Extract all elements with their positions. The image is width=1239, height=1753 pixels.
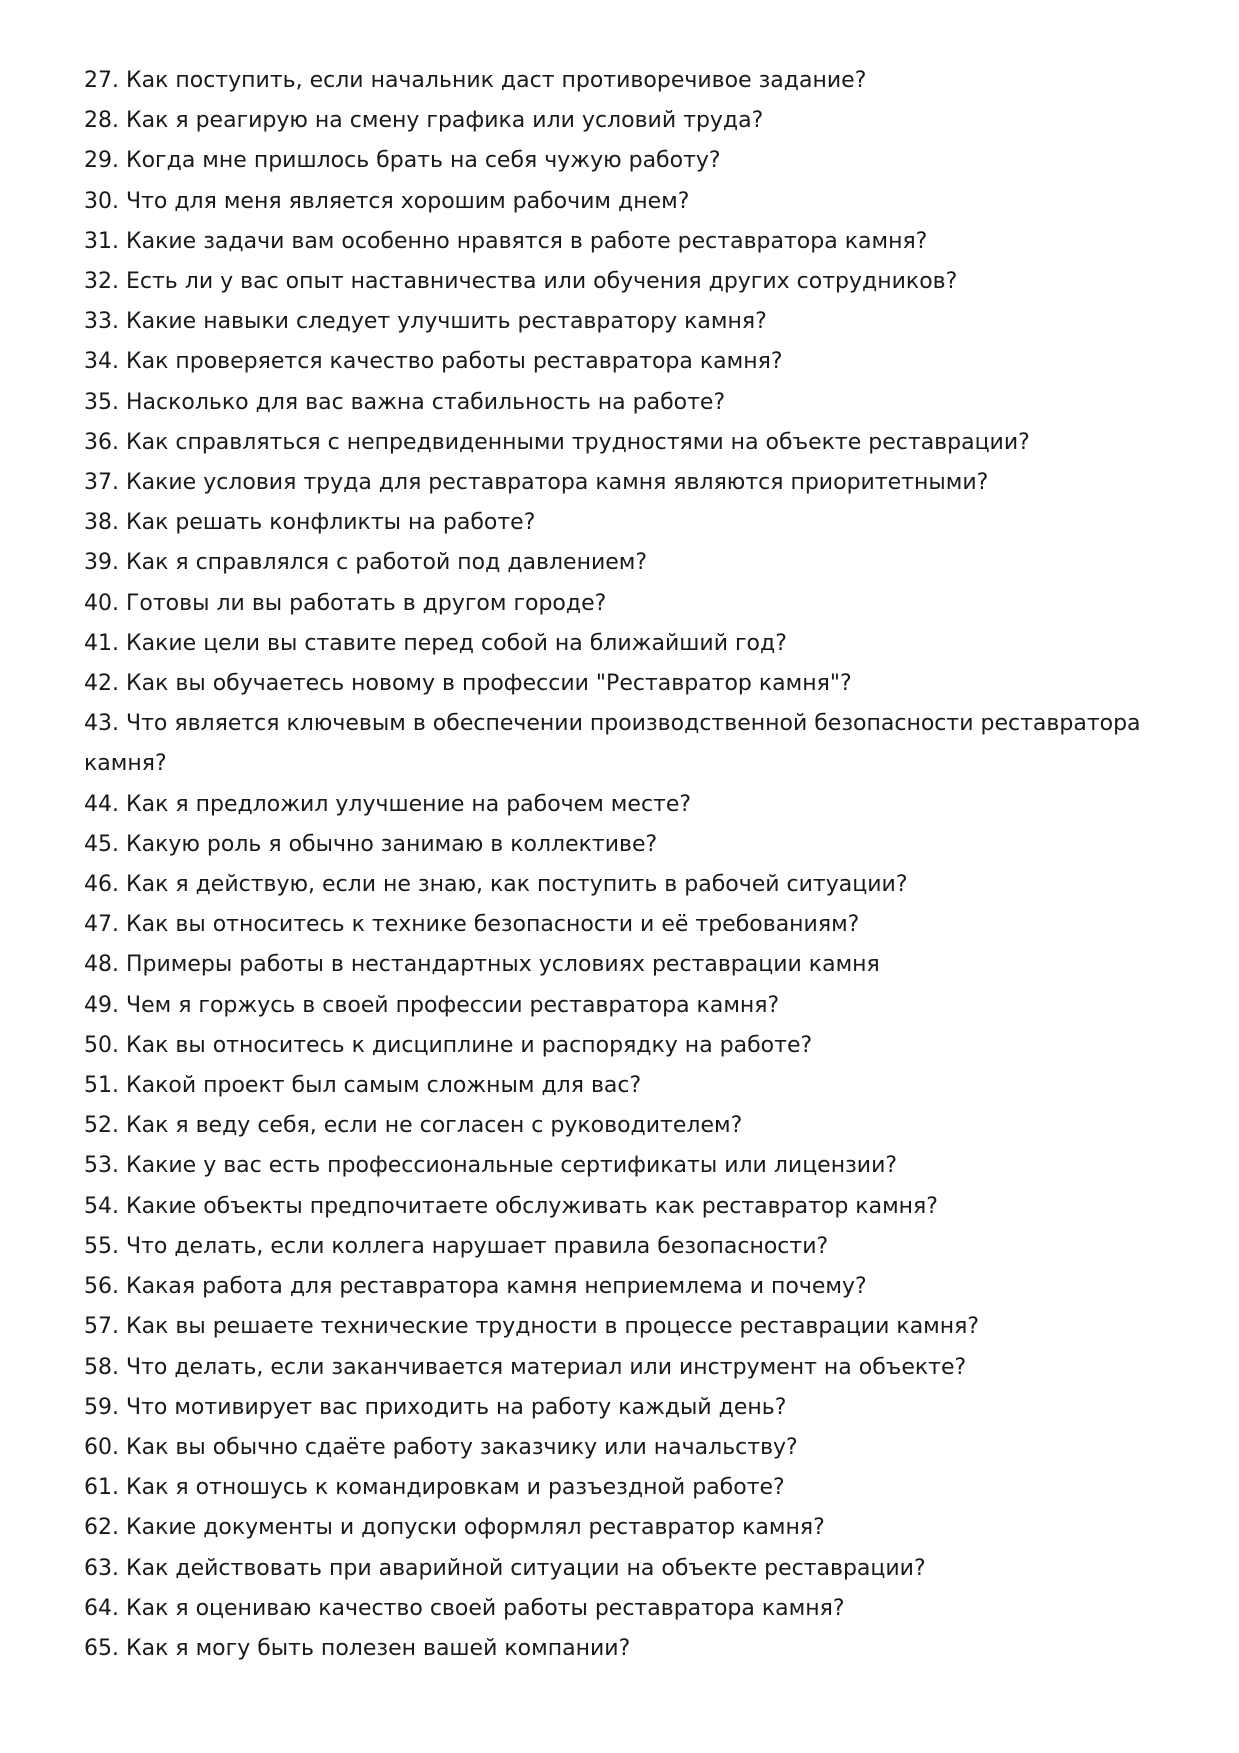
question-item: 56. Какая работа для реставратора камня неприемлема и почему? (84, 1274, 867, 1300)
question-item: 31. Какие задачи вам особенно нравятся в работе реставратора камня? (84, 228, 928, 254)
question-item: 36. Как справляться с непредвиденными трудностями на объекте реставрации? (84, 429, 1030, 455)
question-item: 42. Как вы обучаетесь новому в профессии "Реставратор камня"? (84, 671, 852, 697)
question-item: 55. Что делать, если коллега нарушает правила безопасности? (84, 1233, 829, 1259)
question-item: 53. Какие у вас есть профессиональные сертификаты или лицензии? (84, 1153, 898, 1179)
question-item: 52. Как я веду себя, если не согласен с руководителем? (84, 1113, 743, 1139)
question-item: 33. Какие навыки следует улучшить реставратору камня? (84, 309, 767, 335)
question-item: 28. Как я реагирую на смену графика или условий труда? (84, 108, 764, 134)
question-item: 62. Какие документы и допуски оформлял реставратор камня? (84, 1515, 825, 1541)
question-item: 39. Как я справлялся с работой под давлением? (84, 550, 648, 576)
question-item: 46. Как я действую, если не знаю, как поступить в рабочей ситуации? (84, 872, 908, 898)
question-item: 41. Какие цели вы ставите перед собой на ближайший год? (84, 630, 787, 656)
question-item: 54. Какие объекты предпочитаете обслуживать как реставратор камня? (84, 1193, 938, 1219)
question-item: 65. Как я могу быть полезен вашей компании? (84, 1635, 631, 1661)
question-item: 37. Какие условия труда для реставратора камня являются приоритетными? (84, 470, 989, 496)
question-item: 60. Как вы обычно сдаёте работу заказчику или начальству? (84, 1434, 798, 1460)
question-item: 30. Что для меня является хорошим рабочим днем? (84, 188, 690, 214)
question-item: 27. Как поступить, если начальник даст противоречивое задание? (84, 68, 867, 93)
question-list (84, 61, 1164, 1669)
question-item: 49. Чем я горжусь в своей профессии реставратора камня? (84, 992, 780, 1018)
question-item: 58. Что делать, если заканчивается материал или инструмент на объекте? (84, 1354, 967, 1380)
question-item: 57. Как вы решаете технические трудности в процессе реставрации камня? (84, 1314, 980, 1340)
question-item: 35. Насколько для вас важна стабильность на работе? (84, 389, 726, 415)
question-item: 29. Когда мне пришлось брать на себя чужую работу? (84, 148, 721, 174)
question-item: 44. Как я предложил улучшение на рабочем месте? (84, 791, 692, 817)
question-item: 47. Как вы относитесь к технике безопасности и её требованиям? (84, 912, 860, 938)
question-item: 48. Примеры работы в нестандартных условиях реставрации камня (84, 952, 880, 978)
question-item: 64. Как я оцениваю качество своей работы реставратора камня? (84, 1595, 845, 1621)
question-item: 40. Готовы ли вы работать в другом городе? (84, 590, 607, 616)
question-item: 38. Как решать конфликты на работе? (84, 510, 536, 536)
question-item: 45. Какую роль я обычно занимаю в коллективе? (84, 831, 658, 857)
question-item: 34. Как проверяется качество работы реставратора камня? (84, 349, 783, 375)
question-item: 51. Какой проект был самым сложным для вас? (84, 1073, 642, 1099)
question-item: 43. Что является ключевым в обеспечении производственной безопасности реставратора камня? (84, 711, 1141, 777)
question-item: 63. Как действовать при аварийной ситуации на объекте реставрации? (84, 1555, 926, 1581)
question-item: 32. Есть ли у вас опыт наставничества или обучения других сотрудников? (84, 269, 958, 295)
question-item: 50. Как вы относитесь к дисциплине и распорядку на работе? (84, 1032, 813, 1058)
question-item: 61. Как я отношусь к командировкам и разъездной работе? (84, 1475, 785, 1501)
question-item: 59. Что мотивирует вас приходить на работу каждый день? (84, 1394, 787, 1420)
